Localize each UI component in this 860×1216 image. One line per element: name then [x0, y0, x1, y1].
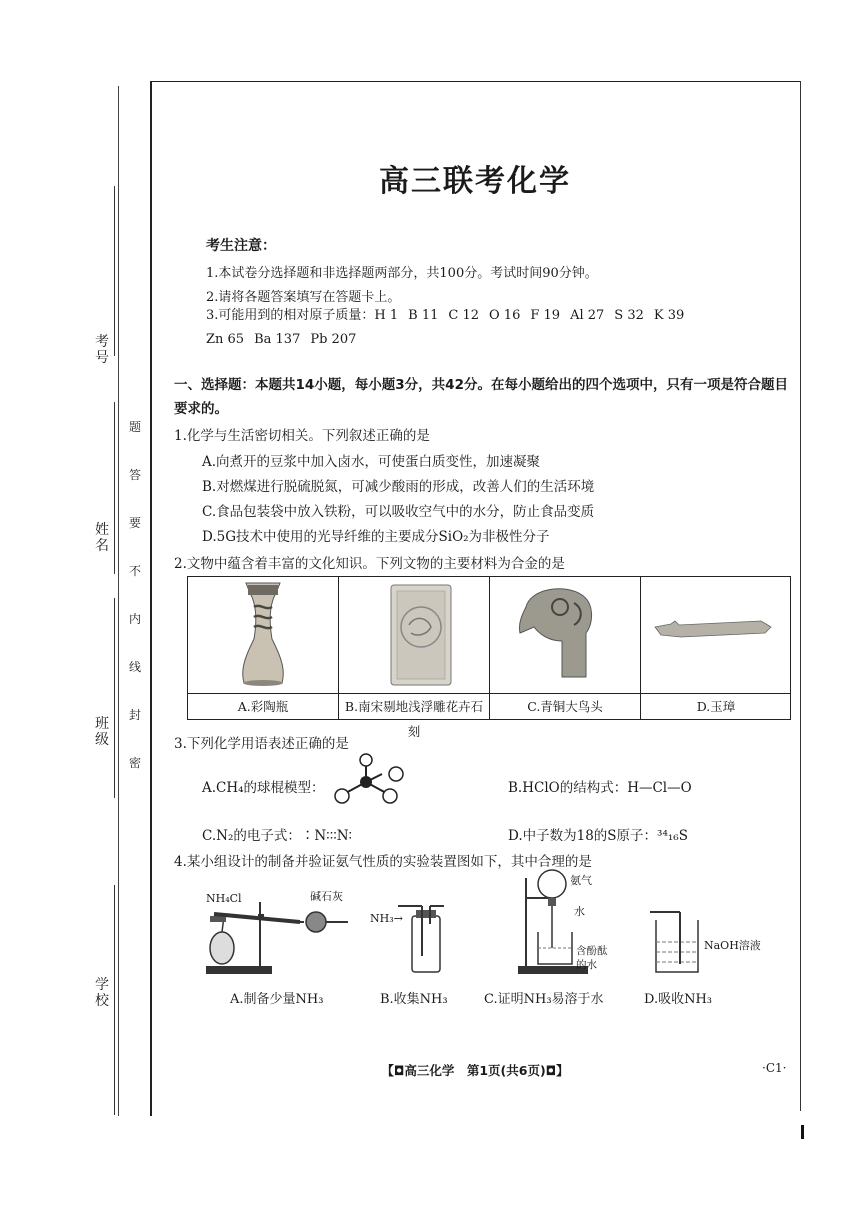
seal-char: 内 — [128, 612, 141, 626]
frame-left-line — [150, 81, 152, 1116]
frame-top-line — [150, 81, 800, 82]
mass-prefix: 3.可能用到的相对原子质量： — [206, 308, 375, 323]
question-1-option-d: D.5G技术中使用的光导纤维的主要成分SiO₂为非极性分子 — [202, 529, 550, 545]
notice-item: 1.本试卷分选择题和非选择题两部分，共100分。考试时间90分钟。 — [206, 266, 598, 281]
question-3-option-a: A.CH₄的球棍模型： — [202, 780, 325, 796]
seal-char: 不 — [128, 564, 141, 578]
page-footer: 【◘高三化学 第1页(共6页)◘】 — [381, 1063, 569, 1078]
atomic-masses: 3.可能用到的相对原子质量：H 1 B 11 C 12 O 16 F 19 Al 27 S 32 K 39 Zn 65 Ba 137 Pb 207 — [206, 308, 685, 347]
ch4-ball-stick-model — [326, 752, 406, 810]
question-2-stem: 2.文物中蕴含着丰富的文化知识。下列文物的主要材料为合金的是 — [174, 556, 565, 572]
question-1-stem: 1.化学与生活密切相关。下列叙述正确的是 — [174, 428, 430, 444]
artifact-caption: C.青铜大鸟头 — [490, 693, 641, 719]
notice-heading: 考生注意： — [206, 238, 276, 254]
seal-char: 密 — [128, 756, 141, 770]
seal-char: 答 — [128, 468, 141, 482]
artifact-image-bronze-bird-head — [490, 577, 641, 693]
apparatus-caption: A.制备少量NH₃ — [230, 992, 324, 1007]
label-nh4cl: NH₄Cl — [206, 892, 242, 905]
frame-right-line — [800, 81, 801, 1111]
seal-char: 题 — [128, 420, 141, 434]
field-label: 考号 — [95, 334, 109, 366]
question-4-stem: 4.某小组设计的制备并验证氨气性质的实验装置图如下，其中合理的是 — [174, 854, 592, 870]
binding-line — [118, 86, 119, 1116]
label-phenol-water: 含酚酞 — [576, 945, 608, 957]
label-nh3-inlet: NH₃→ — [370, 912, 403, 925]
label-naoh: NaOH溶液 — [704, 939, 761, 952]
artifact-image-vase — [188, 577, 339, 693]
paper-code: ·C1· — [762, 1061, 787, 1075]
label-water: 水 — [574, 905, 585, 918]
apparatus-caption: C.证明NH₃易溶于水 — [484, 992, 604, 1007]
field-label: 班级 — [95, 716, 109, 748]
artifact-table — [187, 576, 791, 739]
artifact-image-jade-zhang — [641, 577, 791, 693]
page-title: 高三联考化学 — [379, 164, 571, 199]
question-1-option-b: B.对燃煤进行脱硫脱氮，可减少酸雨的形成，改善人们的生活环境 — [202, 479, 595, 495]
section-heading: 一、选择题：本题共14小题，每小题3分，共42分。在每小题给出的四个选项中，只有一项是符合题目要求的。 — [174, 377, 788, 417]
apparatus-d-absorption — [648, 906, 708, 976]
question-3-option-b: B.HClO的结构式：H—Cl—O — [508, 780, 692, 796]
field-label: 姓名 — [95, 522, 109, 554]
artifact-caption: A.彩陶瓶 — [188, 693, 339, 719]
seal-char: 封 — [128, 708, 141, 722]
apparatus-caption: D.吸收NH₃ — [644, 992, 713, 1007]
artifact-caption: B.南宋剔地浅浮雕花卉石刻 — [339, 693, 490, 719]
apparatus-caption: B.收集NH₃ — [380, 992, 448, 1007]
label-ammonia: 氨气 — [570, 874, 592, 887]
apparatus-b-collection — [370, 896, 450, 976]
artifact-caption: D.玉璋 — [641, 693, 791, 719]
question-1-option-a: A.向煮开的豆浆中加入卤水，可使蛋白质变性，加速凝聚 — [202, 454, 541, 470]
field-label: 学校 — [95, 977, 109, 1009]
seal-char: 要 — [128, 516, 141, 530]
notice-item: 2.请将各题答案填写在答题卡上。 — [206, 290, 401, 305]
registration-mark — [801, 1125, 804, 1139]
label-phenol-water: 的水 — [576, 959, 597, 971]
label-soda-lime: 碱石灰 — [310, 890, 343, 903]
question-1-option-c: C.食品包装袋中放入铁粉，可以吸收空气中的水分，防止食品变质 — [202, 504, 595, 520]
artifact-image-stone-carving — [339, 577, 490, 693]
question-3-option-d: D.中子数为18的S原子：³⁴₁₆S — [508, 828, 688, 844]
question-3-option-c: C.N₂的电子式：∶N∶∶∶N∶ — [202, 828, 353, 844]
seal-char: 线 — [128, 660, 141, 674]
question-3-stem: 3.下列化学用语表述正确的是 — [174, 736, 349, 752]
